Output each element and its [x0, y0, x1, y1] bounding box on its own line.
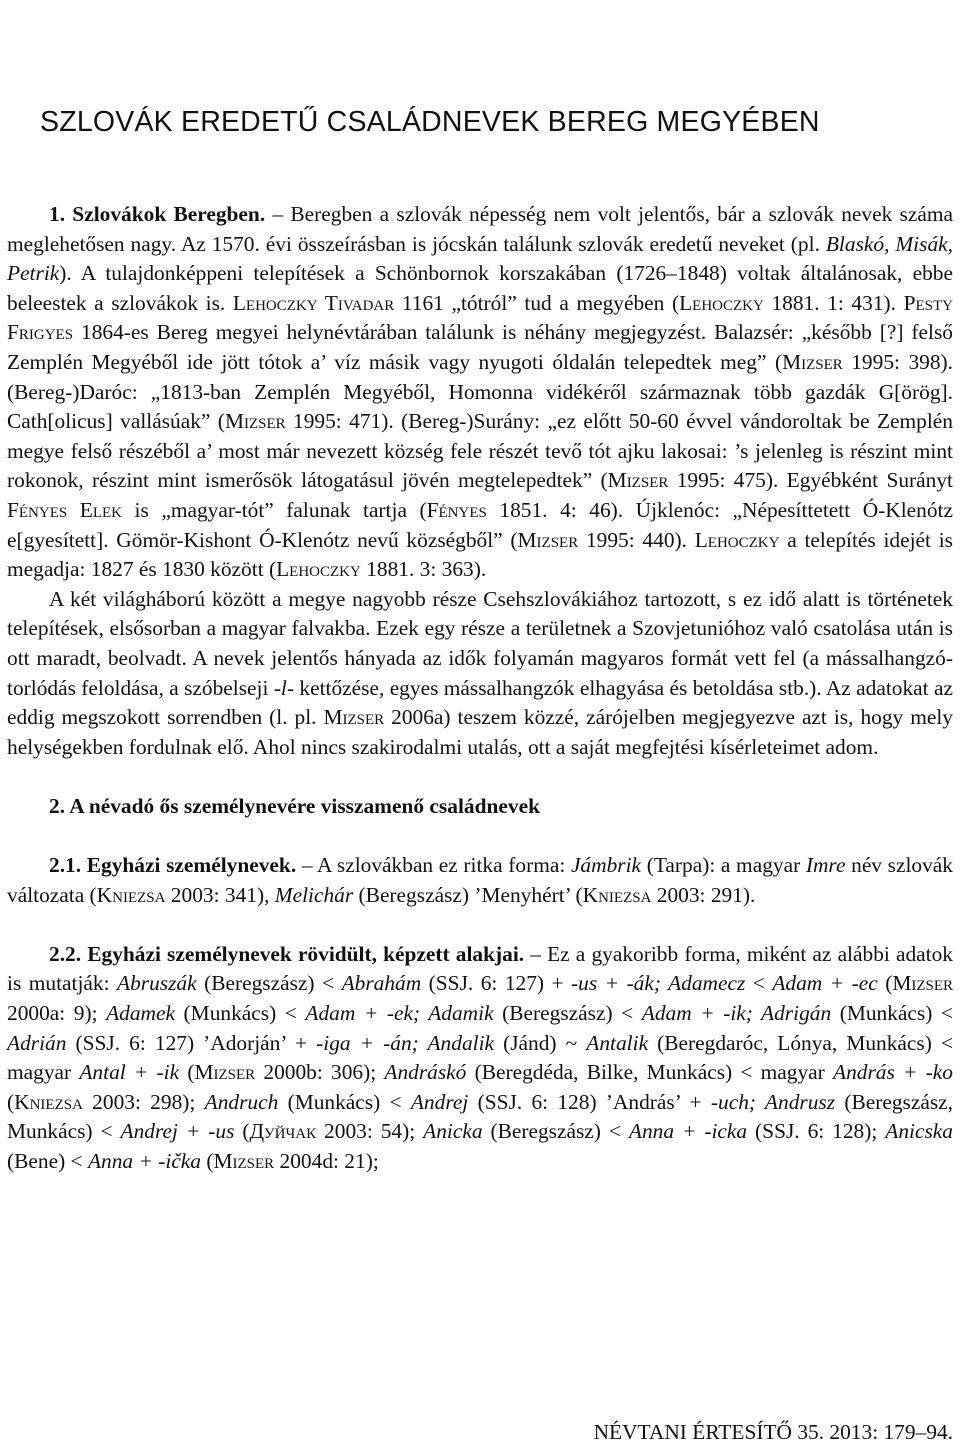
paragraph-rovidult-kepzett-alakok: 2.2. Egyházi személynevek rövidült, képzett alakjai. – Ez a gyakoribb forma, miként az alábbi adatok is mutatják: Abruszák (Beregszász) < Abrahám (SSJ. 6: 127) + -us + -ák; Adamecz < Adam + -ec (Mizser 2000a: 9); Adamek (Munkács) < Adam + -ek; Adamik (Beregszász) < Adam + -ik; Adrigán (Munkács) < Adrián (SSJ. 6: 127) ’Adorján’ + -iga + -án; Andalik (Jánd) ~ Antalik (Beregdaróc, Lónya, Munkács) < magyar Antal + -ik (Mizser 2000b: 306); Andráskó (Beregdéda, Bilke, Munkács) < magyar András + -ko (Kniezsa 2003: 298); Andruch (Munkács) < Andrej (SSJ. 6: 128) ’András’ + -uch; Andrusz (Beregszász, Munkács) < Andrej + -us (Дуйчак 2003: 54); Anicka (Beregszász) < Anna + -icka (SSJ. 6: 128); Anicska (Bene) < Anna + -ička (Mizser 2004d: 21); — [7, 941, 954, 1173]
section-heading-2-2: 2.2. Egyházi személynevek rövidült, képzett alakjai. — [49, 941, 525, 966]
section-heading-2-1: 2.1. Egyházi személynevek. — [49, 853, 297, 878]
paragraph-egyhazi-szemelynevek: 2.1. Egyházi személynevek. – A szlovákban ez ritka forma: Jámbrik (Tarpa): a magyar Imre név szlovák változata (Kniezsa 2003: 341), Melichár (Beregszász) ’Menyhért’ (Kniezsa 2003: 291). — [7, 853, 953, 907]
section-heading-2: 2. A névadó ős személynevére visszamenő családnevek — [49, 793, 540, 818]
paragraph-szlovakok-beregben: 1. Szlovákok Beregben. – Beregben a szlovák népesség nem volt jelentős, bár a szlovák nevek száma meglehetősen nagy. Az 1570. évi összeírásban is jócskán találunk szlovák eredetű neveket (pl. Blaskó, Misák, Petrik). A tulajdonképpeni telepítések a Schönbornok korszakában (1726–1848) voltak általánosak, ebbe beleestek a szlovákok is. Lehoczky Tivadar 1161 „tótról” tud a megyében (Lehoczky 1881. 1: 431). Pesty Frigyes 1864-es Bereg megyei helynévtárában találunk is néhány megjegyzést. Balazsér: „később [?] felső Zemplén Megyéből ide jött tótok a’ víz másik vagy nyugoti óldalán telepedtek meg” (Mizser 1995: 398). (Bereg-)Daróc: „1813-ban Zemplén Megyéből, Homonna vidékéről származnak több gazdák G[örög]. Cath[olicus] vallásúak” (Mizser 1995: 471). (Bereg-)Surány: „ez előtt 50-60 évvel vándoroltak be Zemplén megye felső részéből a’ most már nevezett község fele részét tevő tót ajku lakosai: ’s jelenleg is részint mint rokonok, részint mint ismerősök látogatásul jövén megtelepedtek” (Mizser 1995: 475). Egyébként Surányt Fényes Elek is „magyar-tót” falunak tartja (Fényes 1851. 4: 46). Újklenóc: „Népesíttetett Ó-Klenótz e[gyesített]. Gömör-Kishont Ó-Klenótz nevű községből” (Mizser 1995: 440). Lehoczky a telepítés idejét is megadja: 1827 és 1830 között (Lehoczky 1881. 3: 363). — [7, 202, 954, 582]
page-title: SZLOVÁK EREDETŰ CSALÁDNEVEK BEREG MEGYÉBEN — [40, 106, 820, 138]
journal-footer: NÉVTANI ÉRTESÍTŐ 35. 2013: 179–94. — [593, 1420, 953, 1444]
section-heading-1: 1. Szlovákok Beregben. — [49, 202, 266, 226]
article-body — [7, 200, 953, 1177]
paragraph-ket-vilaghaboru: A két világháború között a megye nagyobb része Csehszlovákiához tartozott, s ez idő alatt is történetek telepítések, elsősorban a magyar falvakba. Ezek egy része a területnek a Szovjetunióhoz való csatolása után is ott maradt, beolvadt. A nevek jelentős hányada az idők folyamán magyaros formát vett fel (a mássalhangzó-torlódás feloldása, a szóbelseji -l- kettőzése, egyes mássalhangzók elhagyása és betoldása stb.). Az adatokat az eddig megszokott sorrendben (l. pl. Mizser 2006a) teszem közzé, zárójelben megjegyezve azt is, hogy mely helységekben fordulnak elő. Ahol nincs szakirodalmi utalás, ott a saját megfejtési kísérleteimet adom. — [7, 586, 953, 759]
